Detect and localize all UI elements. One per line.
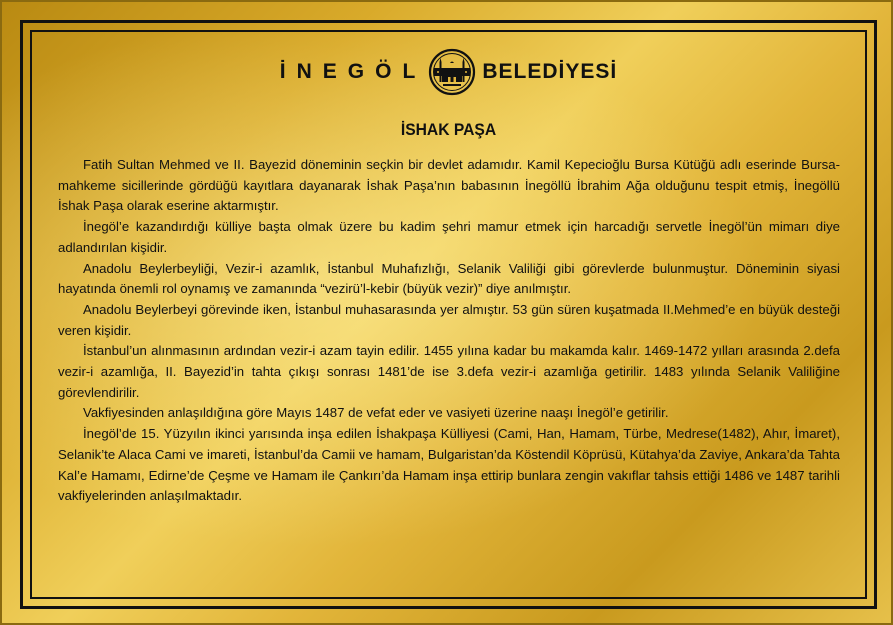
paragraph: Fatih Sultan Mehmed ve II. Bayezid döneminin seçkin bir devlet adamıdır. Kamil Kepecioğlu Bursa Kütüğü adlı eserinde Bursa-mahkeme sicillerinde gördüğü kayıtlara dayanarak İshak Paşa’nın babasının İnegöllü İbrahim Ağa olduğunu tespit etmiş, İnegöllü İshak Paşa olarak eserine aktarmıştır.: [58, 157, 840, 214]
brand-name-left: İNEGÖL: [279, 60, 427, 83]
page-title: İSHAK PAŞA: [400, 120, 497, 139]
paragraph: Vakfiyesinden anlaşıldığına göre Mayıs 1487 de vefat eder ve vasiyeti üzerine naaşı İnegöl’e getirilir.: [83, 405, 669, 421]
plaque-body: [58, 155, 840, 507]
paragraph: İstanbul’un alınmasının ardından vezir-i azam tayin edilir. 1455 yılına kadar bu makamda kalır. 1469-1472 yılları arasında 2.defa vezir-i azamlığa, II. Bayezid’in tahta çıkışı sonrası 1481’de ise 3.defa vezir-i azamlığa getirilir. 1483 yılında Selanik Valiliğine görevlendirilir.: [58, 343, 840, 400]
plaque-header: [2, 48, 893, 96]
brand-name-right: BELEDİYESİ: [482, 60, 618, 83]
paragraph: Anadolu Beylerbeyliği, Vezir-i azamlık, İstanbul Muhafızlığı, Selanik Valiliği gibi görevlerde bulunmuştur. Döneminin siyasi hayatında önemli rol oynamış ve zamanında “vezirü’l-kebir (büyük vezir)” diye anılmıştır.: [58, 260, 840, 297]
paragraph: İnegöl’e kazandırdığı külliye başta olmak üzere bu kadim şehri mamur etmek için harcadığı servetle İnegöl’ün mimarı diye adlandırılan kişidir.: [58, 219, 840, 255]
paragraph: Anadolu Beylerbeyi görevinde iken, İstanbul muhasarasında yer almıştır. 53 gün süren kuşatmada II.Mehmed’e en büyük desteği veren kişidir.: [58, 301, 840, 338]
paragraph: İnegöl’de 15. Yüzyılın ikinci yarısında inşa edilen İshakpaşa Külliyesi (Cami, Han, Hamam, Türbe, Medrese(1482), Ahır, İmaret), Selanik’te Alaca Cami ve imareti, İstanbul’da Camii ve hamam, Bulgaristan’da Köstendil Köprüsü, Kütahya’da Zaviye, Ankara’da Tahta Kal’e Hamamı, Edirne’de Çeşme ve Hamam ile Çankırı’da Hamam inşa ettirip bunlara zengin vakıflar tahsis ettiği 1486 ve 1487 tarihli vakfiyelerinden anlaşılmaktadır.: [58, 426, 840, 504]
municipality-seal-icon: [428, 48, 476, 96]
